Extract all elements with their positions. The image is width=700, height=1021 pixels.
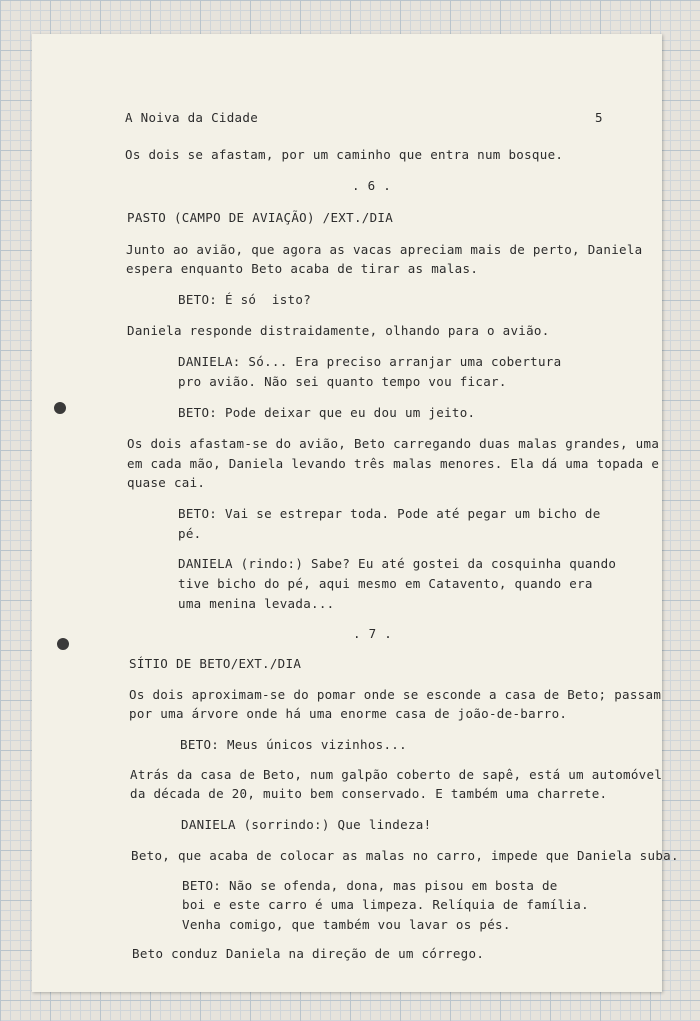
action-line: Daniela responde distraidamente, olhando para o avião. <box>127 323 550 338</box>
punch-hole <box>55 636 71 652</box>
dialogue-line: BETO: É só isto? <box>178 292 312 307</box>
scene-number: . 6 . <box>352 178 392 193</box>
action-line: Os dois afastam-se do avião, Beto carregando duas malas grandes, uma <box>127 436 660 451</box>
dialogue-line: BETO: Pode deixar que eu dou um jeito. <box>178 405 476 420</box>
action-line: Os dois aproximam-se do pomar onde se esconde a casa de Beto; passam <box>129 687 662 702</box>
action-line: Atrás da casa de Beto, num galpão coberto de sapê, está um automóvel <box>130 767 663 782</box>
action-line: da década de 20, muito bem conservado. E também uma charrete. <box>130 786 608 801</box>
page-number: 5 <box>595 110 603 125</box>
dialogue-line: BETO: Vai se estrepar toda. Pode até pegar um bicho de <box>178 506 601 521</box>
action-line: Beto, que acaba de colocar as malas no carro, impede que Daniela suba. <box>131 848 679 863</box>
scene-number: . 7 . <box>353 626 393 641</box>
dialogue-line: DANIELA (rindo:) Sabe? Eu até gostei da cosquinha quando <box>178 556 617 571</box>
script-title: A Noiva da Cidade <box>125 110 259 125</box>
action-line: espera enquanto Beto acaba de tirar as malas. <box>126 261 479 276</box>
punch-hole <box>52 400 68 416</box>
action-line: em cada mão, Daniela levando três malas menores. Ela dá uma topada e <box>127 456 660 471</box>
dialogue-line: uma menina levada... <box>178 596 335 611</box>
action-line: Junto ao avião, que agora as vacas apreciam mais de perto, Daniela <box>126 242 643 257</box>
dialogue-line: tive bicho do pé, aqui mesmo em Catavento, quando era <box>178 576 593 591</box>
dialogue-line: DANIELA: Só... Era preciso arranjar uma cobertura <box>178 354 562 369</box>
dialogue-line: pro avião. Não sei quanto tempo vou ficar. <box>178 374 507 389</box>
action-line: quase cai. <box>127 475 206 490</box>
dialogue-line: BETO: Não se ofenda, dona, mas pisou em bosta de <box>182 878 558 893</box>
dialogue-line: pé. <box>178 526 202 541</box>
action-line: por uma árvore onde há uma enorme casa de joão-de-barro. <box>129 706 568 721</box>
action-line: Beto conduz Daniela na direção de um córrego. <box>132 946 485 961</box>
dialogue-line: DANIELA (sorrindo:) Que lindeza! <box>181 817 432 832</box>
action-line: Os dois se afastam, por um caminho que entra num bosque. <box>125 147 564 162</box>
scene-heading: PASTO (CAMPO DE AVIAÇÃO) /EXT./DIA <box>127 210 394 225</box>
dialogue-line: Venha comigo, que também vou lavar os pés. <box>182 917 511 932</box>
dialogue-line: boi e este carro é uma limpeza. Relíquia de família. <box>182 897 589 912</box>
scene-heading: SÍTIO DE BETO/EXT./DIA <box>129 656 302 671</box>
dialogue-line: BETO: Meus únicos vizinhos... <box>180 737 407 752</box>
